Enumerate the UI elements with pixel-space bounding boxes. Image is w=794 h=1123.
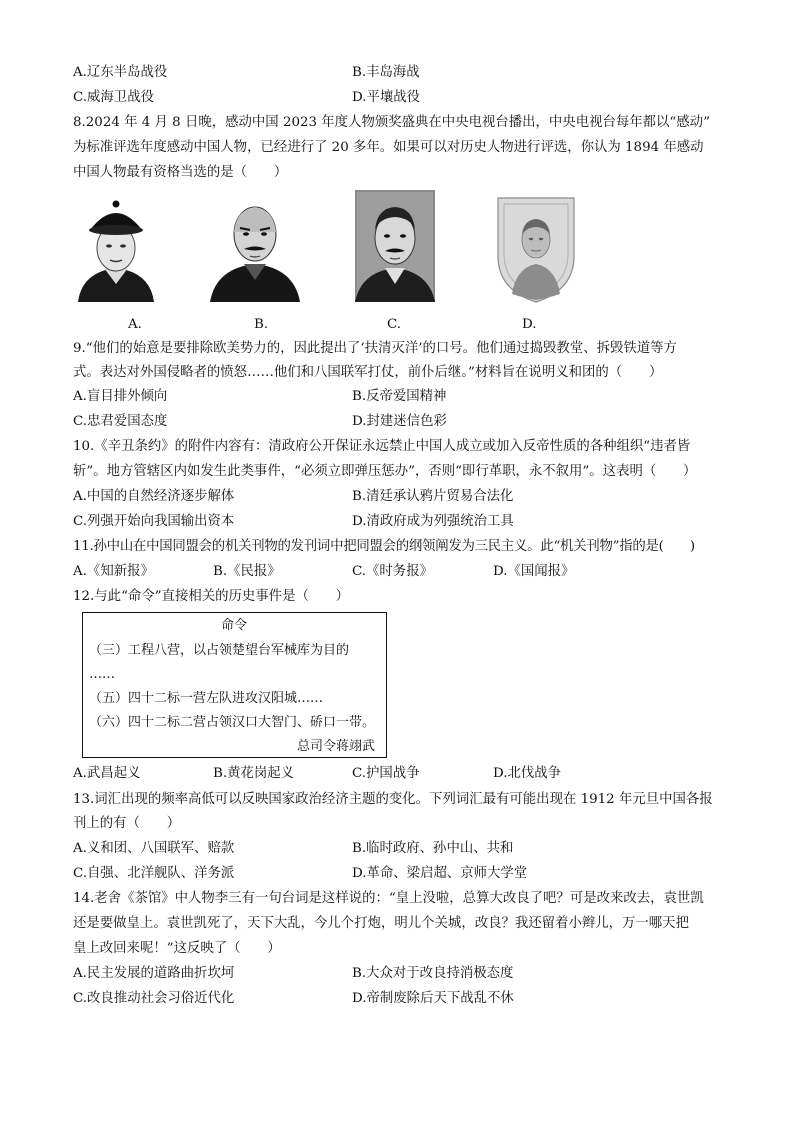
q14-option-d: D.帝制废除后天下战乱不休 xyxy=(352,991,514,1006)
portrait-c-image xyxy=(355,190,435,302)
command-line-3: （三）工程八营，以占领楚望台军械库为目的 xyxy=(89,643,350,658)
q13-stem-line-2: 刊上的有（ ） xyxy=(73,816,181,831)
q12-option-a: A.武昌起义 xyxy=(73,766,141,781)
q7-option-b: B.丰岛海战 xyxy=(352,65,420,80)
portrait-a-label: A. xyxy=(128,317,142,332)
portrait-b-label: B. xyxy=(254,317,269,332)
q7-option-d: D.平壤战役 xyxy=(352,90,421,105)
command-title: 命令 xyxy=(221,618,248,633)
q8-stem-line-2: 为标准评选年度感动中国人物，已经进行了 20 多年。如果可以对历史人物进行评选，你认为 1894 年感动 xyxy=(73,140,704,155)
q10-option-d: D.清政府成为列强统治工具 xyxy=(352,514,514,529)
q8-stem-line-3: 中国人物最有资格当选的是（ ） xyxy=(73,165,288,180)
q9-option-b: B.反帝爱国精神 xyxy=(352,389,447,404)
portrait-b-image xyxy=(210,192,300,302)
q14-stem-line-1: 14.老舍《茶馆》中人物李三有一句台词是这样说的：“皇上没啦，总算大改良了吧？可是改来改去，袁世凯 xyxy=(73,891,704,906)
command-box xyxy=(82,612,387,758)
q9-option-c: C.忠君爱国态度 xyxy=(73,414,168,429)
q10-option-a: A.中国的自然经济逐步解体 xyxy=(73,489,235,504)
q9-stem-line-1: 9.“他们的始意是要排除欧美势力的，因此提出了‘扶清灭洋’的口号。他们通过捣毁教堂、拆毁铁道等方 xyxy=(73,341,677,356)
q9-option-a: A.盲目排外倾向 xyxy=(73,389,168,404)
q11-option-a: A.《知新报》 xyxy=(73,564,154,579)
q10-option-c: C.列强开始向我国输出资本 xyxy=(73,514,235,529)
q14-option-a: A.民主发展的道路曲折坎坷 xyxy=(73,966,235,981)
portrait-d-label: D. xyxy=(522,317,537,332)
q10-stem-line-2: 斩”。地方管辖区内如发生此类事件，“必须立即弹压惩办”，否则“即行革职，永不叙用”。这表明（ ） xyxy=(73,464,697,479)
q11-stem: 11.孙中山在中国同盟会的机关刊物的发刊词中把同盟会的纲领阐发为三民主义。此“机关刊物”指的是( ) xyxy=(73,539,695,554)
command-line-5: （五）四十二标一营左队进攻汉阳城…… xyxy=(89,691,324,706)
q13-option-b: B.临时政府、孙中山、共和 xyxy=(352,841,514,856)
portrait-c-label: C. xyxy=(387,317,402,332)
q13-option-d: D.革命、梁启超、京师大学堂 xyxy=(352,866,528,881)
portrait-d-image xyxy=(494,194,578,304)
q14-option-b: B.大众对于改良持消极态度 xyxy=(352,966,514,981)
portrait-a-image xyxy=(76,192,156,302)
q9-stem-line-2: 式。表达对外国侵略者的愤怒……他们和八国联军打仗，前仆后继。”材料旨在说明义和团的（ ） xyxy=(73,365,663,380)
command-line-6: （六）四十二标二营占领汉口大智门、硚口一带。 xyxy=(89,715,376,730)
q10-stem-line-1: 10.《辛丑条约》的附件内容有：清政府公开保证永远禁止中国人成立或加入反帝性质的各种组织“违者皆 xyxy=(73,439,691,454)
q11-option-c: C.《时务报》 xyxy=(352,564,433,579)
q14-stem-line-3: 皇上改回来呢！”这反映了（ ） xyxy=(73,941,281,956)
q14-option-c: C.改良推动社会习俗近代化 xyxy=(73,991,235,1006)
q14-stem-line-2: 还是要做皇上。袁世凯死了，天下大乱，今儿个打炮，明儿个关城，改良？我还留着小辫儿，万一哪天把 xyxy=(73,916,689,931)
q11-option-b: B.《民报》 xyxy=(213,564,281,579)
q12-stem: 12.与此“命令”直接相关的历史事件是（ ） xyxy=(73,589,350,604)
q12-option-b: B.黄花岗起义 xyxy=(213,766,295,781)
q7-option-c: C.威海卫战役 xyxy=(73,90,154,105)
q13-option-a: A.义和团、八国联军、赔款 xyxy=(73,841,235,856)
q9-option-d: D.封建迷信色彩 xyxy=(352,414,447,429)
q11-option-d: D.《国闻报》 xyxy=(493,564,575,579)
q12-option-c: C.护国战争 xyxy=(352,766,420,781)
command-signature: 总司令蒋翊武 xyxy=(297,739,376,754)
q12-option-d: D.北伐战争 xyxy=(493,766,562,781)
q8-stem-line-1: 8.2024 年 4 月 8 日晚，感动中国 2023 年度人物颁奖盛典在中央电视台播出，中央电视台每年都以“感动” xyxy=(73,115,710,130)
q13-option-c: C.自强、北洋舰队、洋务派 xyxy=(73,866,235,881)
q13-stem-line-1: 13.词汇出现的频率高低可以反映国家政治经济主题的变化。下列词汇最有可能出现在 1912 年元旦中国各报 xyxy=(73,792,713,807)
q10-option-b: B.清廷承认鸦片贸易合法化 xyxy=(352,489,514,504)
q7-option-a: A.辽东半岛战役 xyxy=(73,65,168,80)
command-ellipsis: …… xyxy=(89,667,115,682)
